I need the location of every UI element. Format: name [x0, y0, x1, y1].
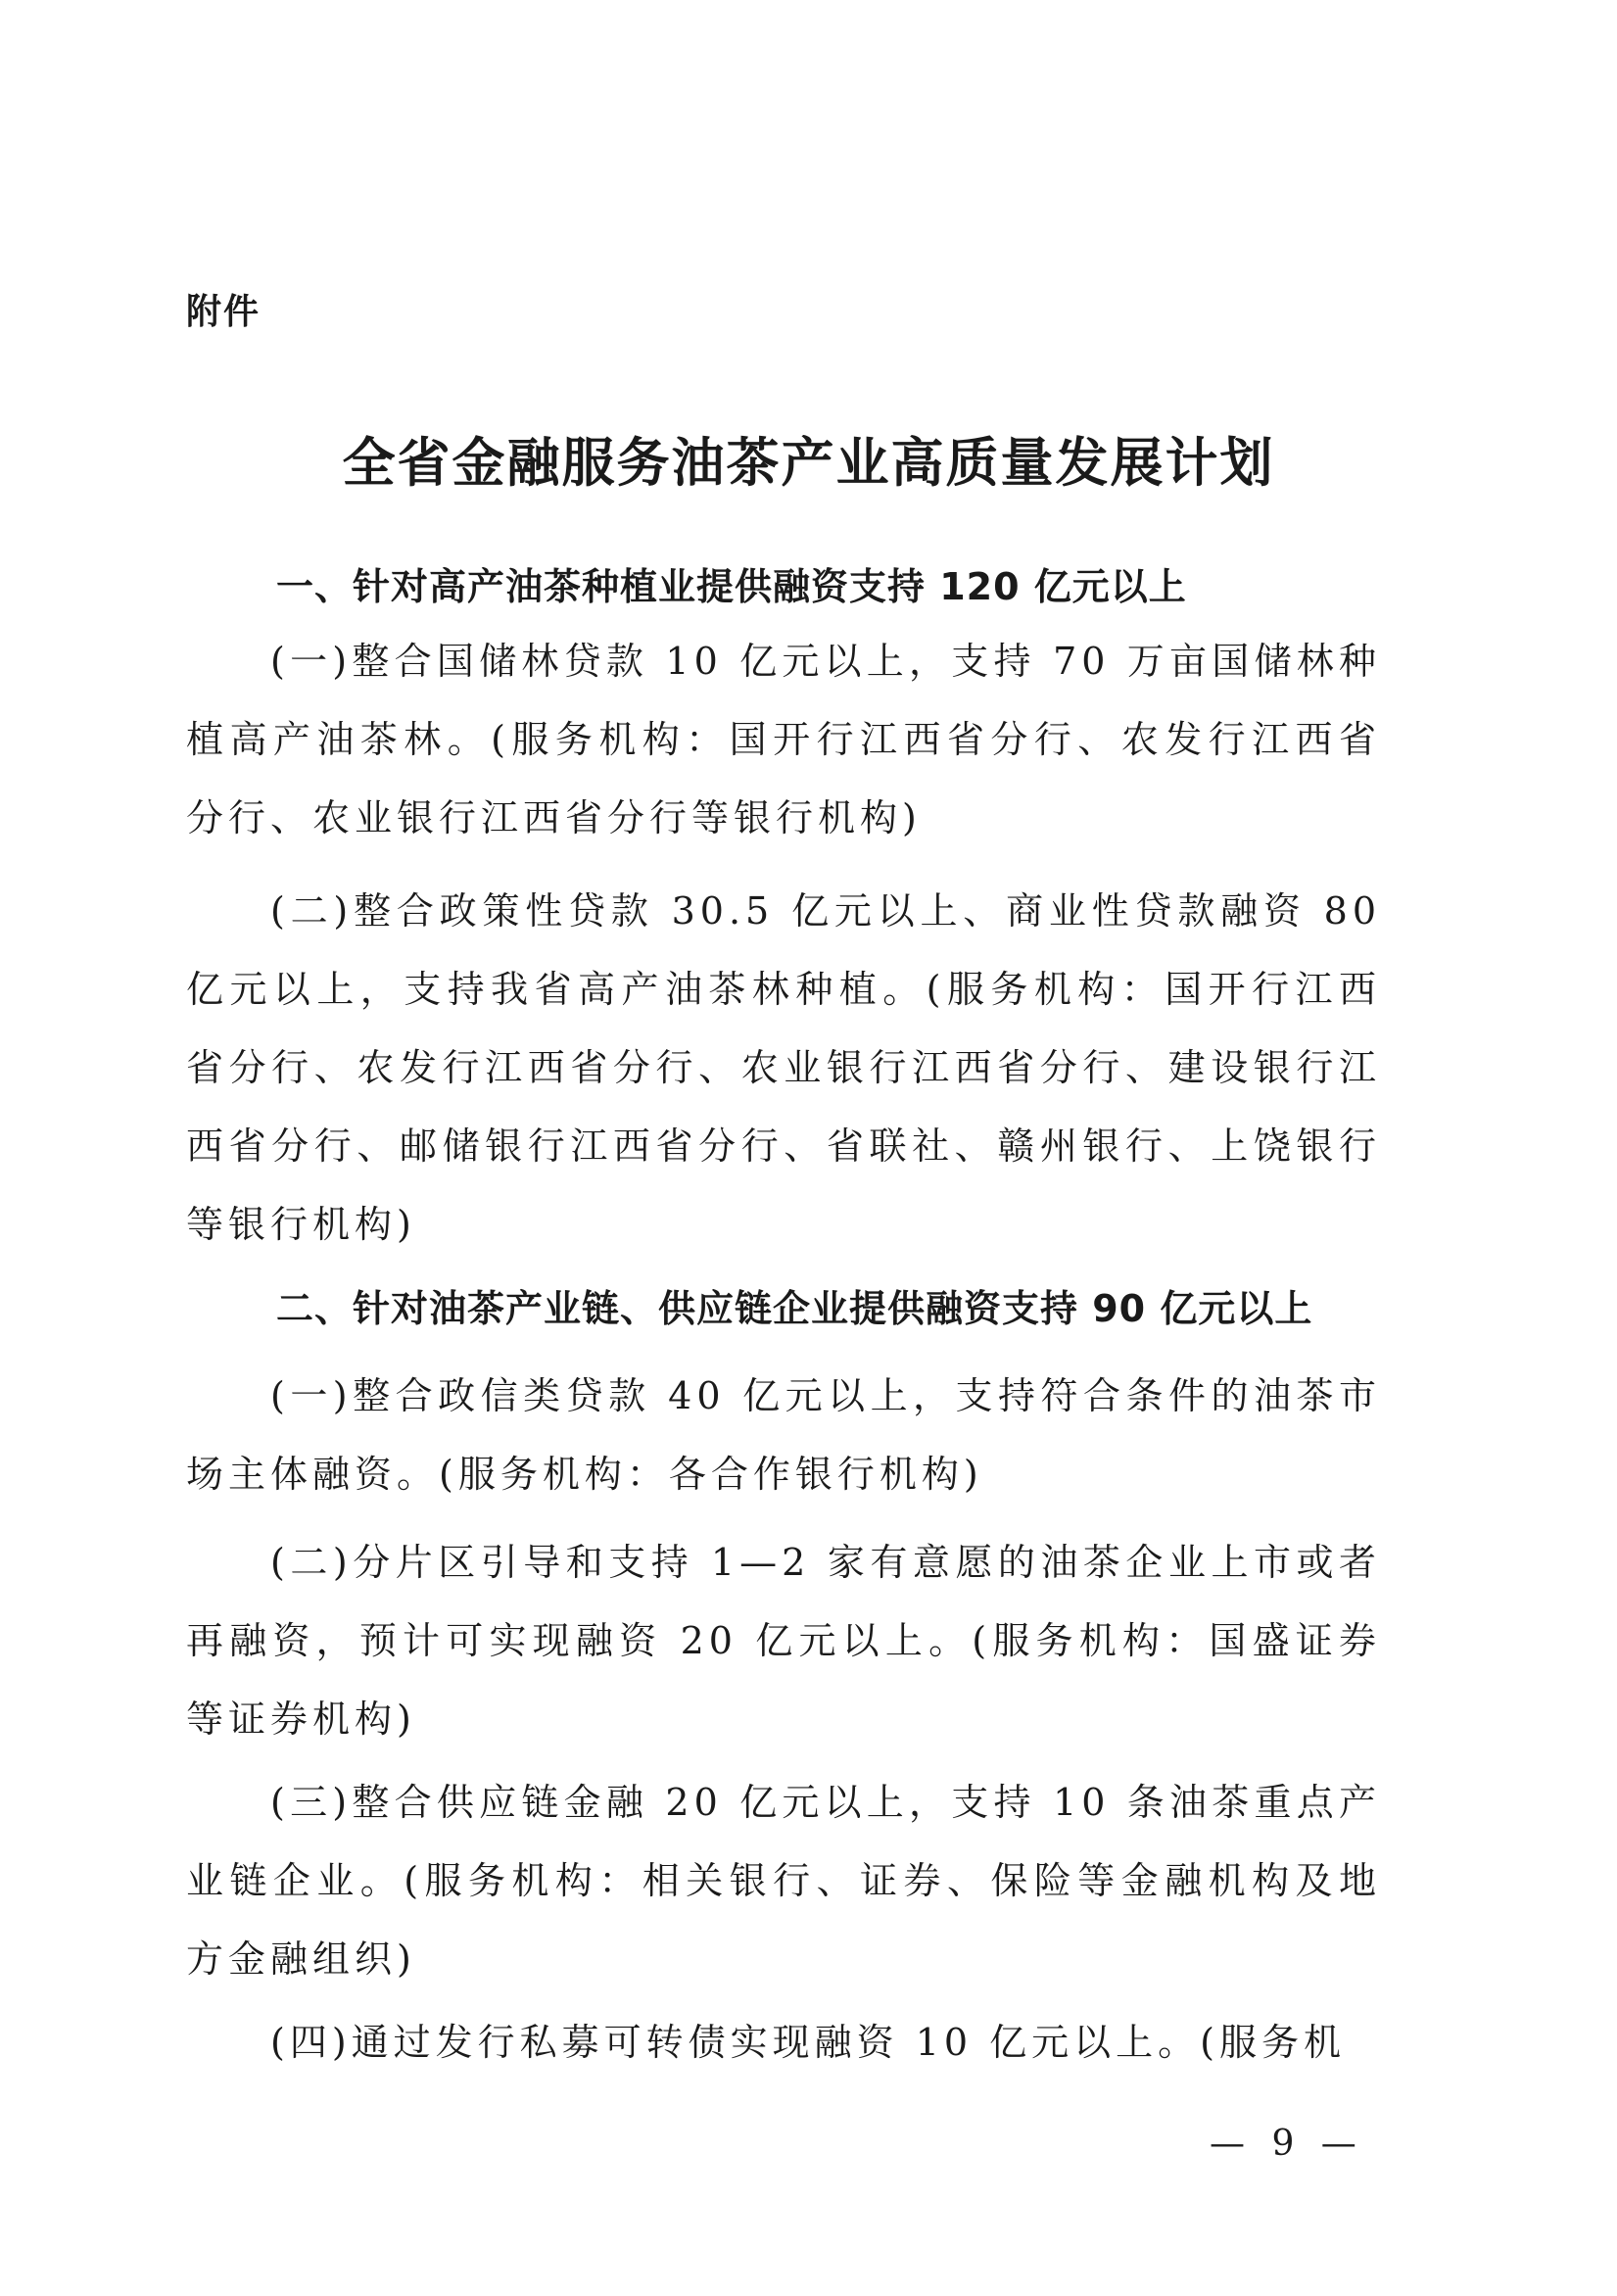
section-2-item-1: (一)整合政信类贷款 40 亿元以上，支持符合条件的油茶市场主体融资。(服务机构：各合作银行机构)	[186, 1374, 1381, 1496]
document-title: 全省金融服务油茶产业高质量发展计划	[342, 431, 1275, 494]
section-2-item-2: (二)分片区引导和支持 1—2 家有意愿的油茶企业上市或者再融资，预计可实现融资 20 亿元以上。(服务机构：国盛证券等证券机构)	[186, 1541, 1381, 1741]
section-2-item-4: (四)通过发行私募可转债实现融资 10 亿元以上。(服务机	[270, 2021, 1346, 2064]
section-1-item-1: (一)整合国储林贷款 10 亿元以上，支持 70 万亩国储林种植高产油茶林。(服务机构：国开行江西省分行、农发行江西省分行、农业银行江西省分行等银行机构)	[186, 640, 1381, 839]
section-1-item-2: (二)整合政策性贷款 30.5 亿元以上、商业性贷款融资 80 亿元以上，支持我省高产油茶林种植。(服务机构：国开行江西省分行、农发行江西省分行、农业银行江西省分行、建设银行江西省分行、邮储银行江西省分行、省联社、赣州银行、上饶银行等银行机构)	[186, 889, 1381, 1246]
section-2-item-3: (三)整合供应链金融 20 亿元以上，支持 10 条油茶重点产业链企业。(服务机构：相关银行、证券、保险等金融机构及地方金融组织)	[186, 1781, 1381, 1981]
page-number: — 9 —	[1210, 2124, 1364, 2164]
section-heading-2: 二、针对油茶产业链、供应链企业提供融资支持 90 亿元以上	[276, 1287, 1313, 1330]
section-heading-1: 一、针对高产油茶种植业提供融资支持 120 亿元以上	[276, 565, 1187, 608]
attachment-label: 附件	[186, 292, 262, 332]
